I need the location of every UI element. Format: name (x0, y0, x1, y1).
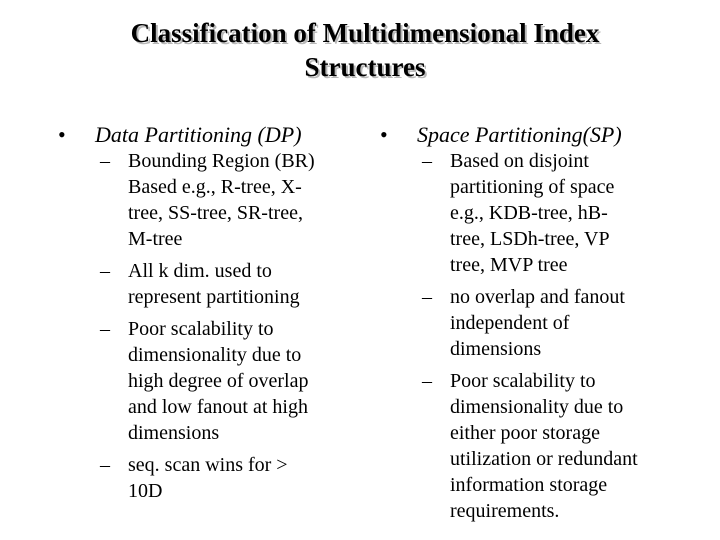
sub-bullet (58, 452, 358, 504)
dash-marker: – (100, 318, 110, 340)
bullet-dot: • (380, 122, 388, 147)
sub-bullet-text: All k dim. used to represent partitioning (128, 260, 300, 308)
sub-bullet-text: Based on disjoint partitioning of space e.g., KDB-tree, hB- tree, LSDh-tree, VP tree, MVP tree (450, 150, 615, 276)
right-column (380, 122, 680, 524)
bullet-heading: Data Partitioning (DP) (95, 122, 302, 147)
bullet-data-partitioning (58, 122, 358, 148)
slide-title (0, 16, 720, 84)
sub-bullet-text: no overlap and fanout independent of dimensions (450, 286, 625, 360)
sub-bullet (58, 316, 358, 446)
sub-bullet-text: Bounding Region (BR) Based e.g., R-tree, X- tree, SS-tree, SR-tree, M-tree (128, 150, 315, 250)
left-sub-list (58, 148, 358, 504)
dash-marker: – (422, 370, 432, 392)
sub-bullet-text: seq. scan wins for > 10D (128, 454, 288, 502)
sub-bullet-text: Poor scalability to dimensionality due to either poor storage utilization or redundant information storage requirements. (450, 370, 638, 522)
right-sub-list (380, 148, 680, 524)
bullet-dot: • (58, 122, 66, 147)
bullet-space-partitioning (380, 122, 680, 148)
slide-title-line-2: Structures (304, 52, 426, 82)
dash-marker: – (100, 150, 110, 172)
sub-bullet (380, 284, 680, 362)
sub-bullet-text: Poor scalability to dimensionality due to high degree of overlap and low fanout at high dimensions (128, 318, 309, 444)
sub-bullet (58, 258, 358, 310)
dash-marker: – (100, 260, 110, 282)
sub-bullet (380, 148, 680, 278)
sub-bullet (380, 368, 680, 524)
bullet-heading: Space Partitioning(SP) (417, 122, 622, 147)
sub-bullet (58, 148, 358, 252)
slide-title-line-1: Classification of Multidimensional Index (130, 18, 600, 48)
left-column (58, 122, 358, 504)
dash-marker: – (100, 454, 110, 476)
dash-marker: – (422, 150, 432, 172)
dash-marker: – (422, 286, 432, 308)
